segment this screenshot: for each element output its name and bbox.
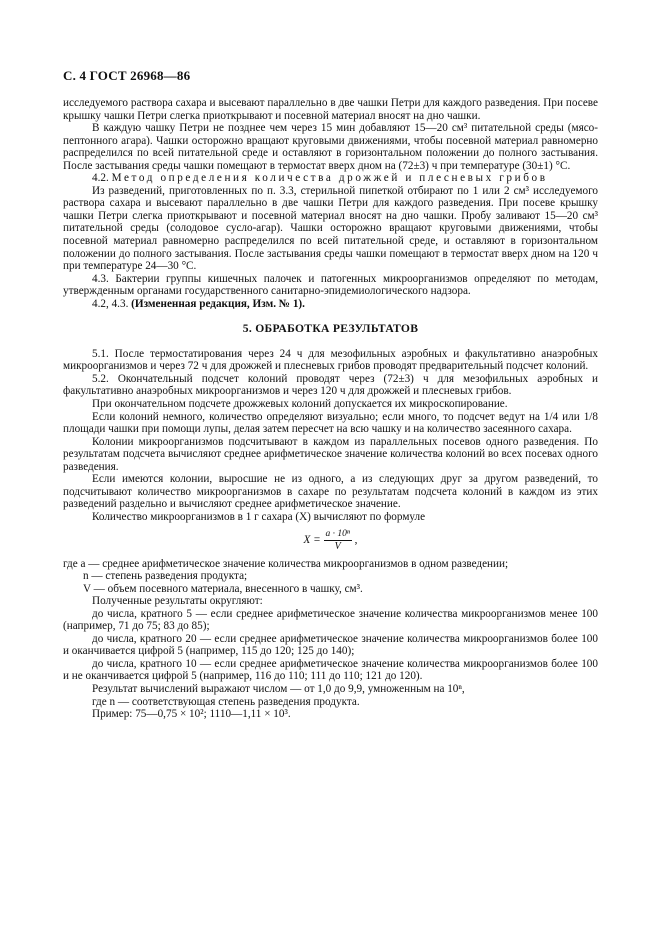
example: Пример: 75—0,75 × 10²; 1110—1,11 × 10³.	[92, 708, 291, 721]
paragraph-multiple-dilutions: Если имеются колонии, выросшие не из одного, а из следующих друг за другом разведений, то подсчитывают количество микроорганизмов в сахаре по результатам подсчета колоний в каждом из этих разведений раздельно и вычисляют среднее арифметическое значение.	[63, 473, 598, 511]
paragraph-microscopy: При окончательном подсчете дрожжевых колоний допускается их микроскопирование.	[92, 398, 508, 411]
paragraph-few-colonies: Если колоний немного, количество определяют визуально; если много, то подсчет ведут на 1/4 или 1/8 площади чашки при помощи лупы, делая затем пересчет на всю чашку и на количество засеянного сахара.	[63, 410, 598, 436]
formula-comma: ,	[354, 533, 358, 546]
paragraph-formula-intro: Количество микроорганизмов в 1 г сахара (X) вычисляют по формуле	[92, 510, 426, 523]
rounding-intro: Полученные результаты округляют:	[92, 595, 263, 608]
paragraph-petri-dish: В каждую чашку Петри не позднее чем через 15 мин добавляют 15—20 см³ питательной среды (мясо-пептонного агара). Чашки осторожно вращают круговыми движениями, чтобы посевной материал равномерно распределился по всей питательной среде и оставляют в горизонтальном положении до полного застывания. После застывания среды чашки помещают в термостат вверх дном на (72±3) ч при температуре (30±1) °С.	[63, 122, 598, 172]
result-where-n: где n — соответствующая степень разведения продукта.	[92, 695, 360, 708]
formula	[63, 529, 598, 553]
amendment-clauses: 4.2, 4.3.	[92, 297, 129, 310]
section-title: 5. ОБРАБОТКА РЕЗУЛЬТАТОВ	[242, 322, 419, 336]
rounding-rule-5: до числа, кратного 5 — если среднее арифметическое значение количества микроорганизмов менее 100 (например, 71 до 75; 83 до 85);	[63, 607, 598, 633]
clause-5-2: 5.2. Окончательный подсчет колоний проводят через (72±3) ч для мезофильных аэробных и факультативно анаэробных микроорганизмов и через 120 ч для дрожжей и плесневых грибов.	[63, 372, 598, 398]
rounding-rule-20: до числа, кратного 20 — если среднее арифметическое значение количества микроорганизмов более 100 и оканчивается цифрой 5 (например, 115 до 120; 125 до 140);	[63, 632, 598, 658]
clause-title: Метод определения количества дрожжей и плесневых грибов	[111, 172, 548, 185]
amendment-text: (Измененная редакция, Изм. № 1).	[131, 297, 305, 310]
formula-fraction	[324, 529, 352, 552]
paragraph-yeast-method: Из разведений, приготовленных по п. 3.3, стерильной пипеткой отбирают по 1 или 2 см³ исследуемого раствора сахара и высевают параллельно в две чашки Петри для каждого разведения. При посеве крышку чашки Петри слегка приоткрывают и посевной материал вносят на дно чашки. Пробу заливают 15—20 см³ питательной среды (солодовое сусло-агар). Чашки осторожно вращают круговыми движениями, чтобы посевной материал равномерно распределился по всей питательной среде, и оставляют в горизонтальном положении до полного застывания. После застывания среды чашки помещают в термостат вверх дном на 120 ч при температуре 24—30 °С.	[63, 184, 598, 273]
where-v: V — объем посевного материала, внесенного в чашку, см³.	[83, 582, 363, 595]
rounding-rule-10: до числа, кратного 10 — если среднее арифметическое значение количества микроорганизмов более 100 и не оканчивается цифрой 5 (например, 116 до 110; 111 до 110; 121 до 120).	[63, 657, 598, 683]
formula-numerator: a · 10ⁿ	[325, 528, 350, 539]
paragraph-continuation: исследуемого раствора сахара и высевают параллельно в две чашки Петри для каждого разведения. При посеве крышку чашки Петри слегка приоткрывают и посевной материал вносят на дно чашки.	[63, 97, 598, 122]
amendment-note	[63, 298, 598, 311]
formula-lhs: X =	[303, 533, 321, 546]
document-body	[63, 97, 598, 721]
clause-5-1: 5.1. После термостатирования через 24 ч для мезофильных аэробных и факультативно анаэробных микроорганизмов и через 72 ч для дрожжей и плесневых грибов проводят предварительный подсчет колоний.	[63, 347, 598, 373]
where-n: n — степень разведения продукта;	[83, 570, 248, 583]
page-header: С. 4 ГОСТ 26968—86	[63, 68, 191, 83]
clause-4-2-title	[63, 172, 598, 185]
result-expression: Результат вычислений выражают числом — от 1,0 до 9,9, умноженным на 10ⁿ,	[92, 682, 465, 695]
where-a: где a — среднее арифметическое значение количества микроорганизмов в одном разведении;	[63, 557, 509, 570]
clause-4-3: 4.3. Бактерии группы кишечных палочек и патогенных микроорганизмов определяют по методам, утвержденным органами государственного санитарно-эпидемиологического надзора.	[63, 272, 598, 298]
formula-denominator: V	[334, 540, 341, 552]
clause-number: 4.2.	[92, 172, 109, 185]
paragraph-parallel-counts: Колонии микроорганизмов подсчитывают в каждом из параллельных посевов одного разведения. По результатам подсчета вычисляют среднее арифметическое значение количества колоний во всех посевах одного разведения.	[63, 435, 598, 473]
